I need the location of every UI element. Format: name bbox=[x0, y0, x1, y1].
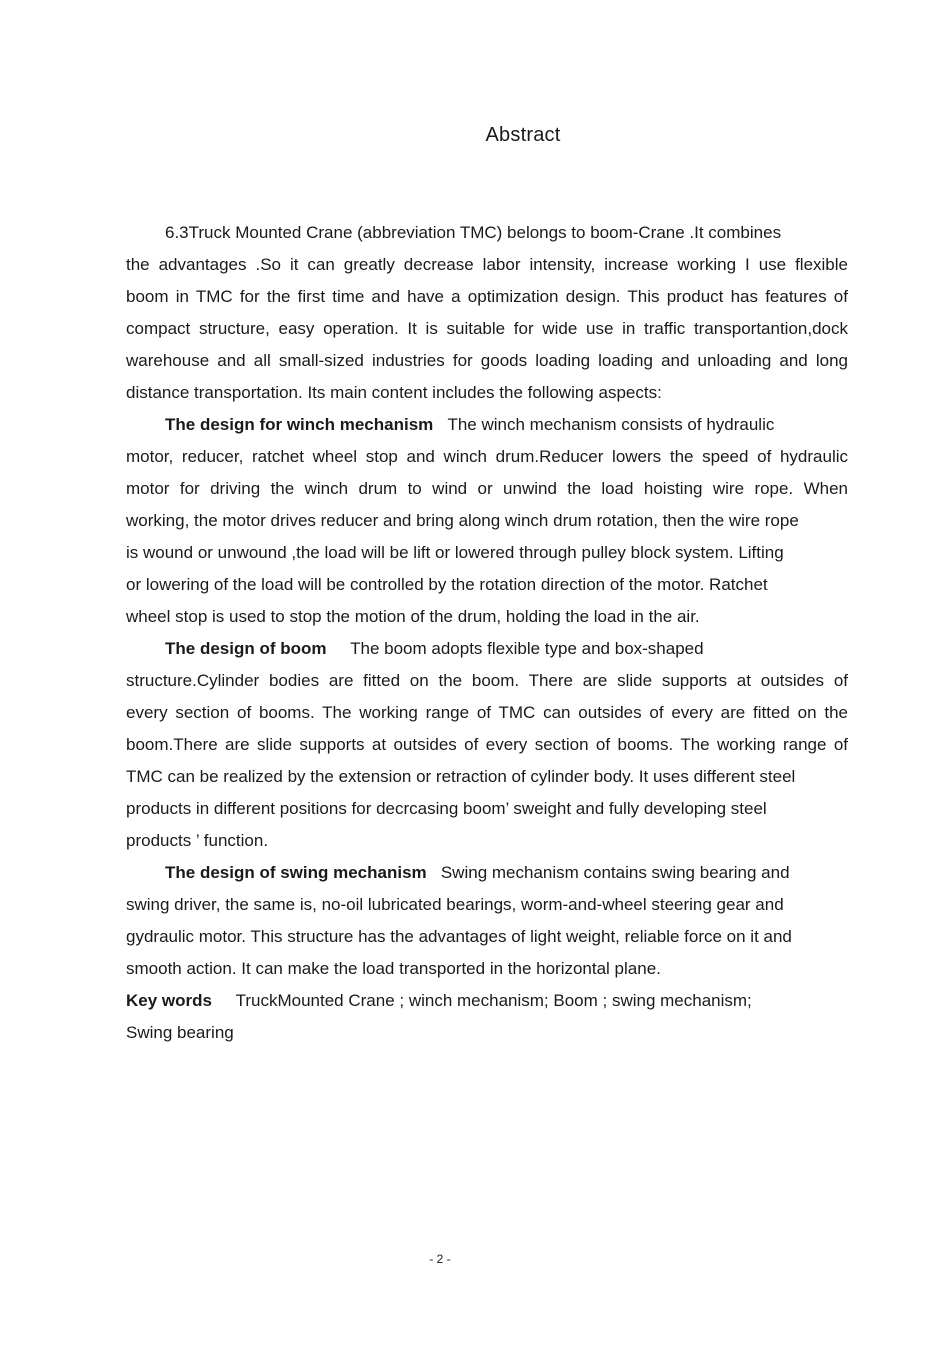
keywords-line-2: Swing bearing bbox=[126, 1023, 234, 1042]
paragraph-line: boom in TMC for the first time and have a optimization design. This product has features of bbox=[126, 287, 848, 306]
paragraph-line: or lowering of the load will be controlled by the rotation direction of the motor. Ratchet bbox=[126, 575, 768, 594]
paragraph-line: 6.3Truck Mounted Crane (abbreviation TMC) belongs to boom-Crane .It combines bbox=[165, 223, 782, 242]
swing-first-text: Swing mechanism contains swing bearing and bbox=[440, 863, 790, 882]
paragraph-line: is wound or unwound ,the load will be lift or lowered through pulley block system. Lifting bbox=[126, 543, 784, 562]
paragraph-line: gydraulic motor. This structure has the advantages of light weight, reliable force on it and bbox=[126, 927, 792, 946]
swing-first-line bbox=[165, 862, 848, 884]
paragraph-line: smooth action. It can make the load transported in the horizontal plane. bbox=[126, 959, 661, 978]
winch-heading: The design for winch mechanism bbox=[165, 415, 434, 434]
paragraph-line: wheel stop is used to stop the motion of the drum, holding the load in the air. bbox=[126, 607, 700, 626]
paragraph-line: every section of booms. The working range of TMC can outsides of every are fitted on the bbox=[126, 703, 848, 722]
keywords-label: Key words bbox=[126, 991, 212, 1010]
paragraph-line: the advantages .So it can greatly decrease labor intensity, increase working I use flexible bbox=[126, 255, 848, 274]
page-title: Abstract bbox=[485, 124, 561, 146]
paragraph-line: distance transportation. Its main content includes the following aspects: bbox=[126, 383, 662, 402]
paragraph-line: motor for driving the winch drum to wind or unwind the load hoisting wire rope. When bbox=[126, 479, 848, 498]
keywords-line bbox=[126, 990, 848, 1012]
paragraph-line: working, the motor drives reducer and bring along winch drum rotation, then the wire rope bbox=[126, 511, 799, 530]
paragraph-line: swing driver, the same is, no-oil lubricated bearings, worm-and-wheel steering gear and bbox=[126, 895, 784, 914]
paragraph-line: compact structure, easy operation. It is suitable for wide use in traffic transportantion,dock bbox=[126, 319, 848, 338]
boom-heading: The design of boom bbox=[165, 639, 327, 658]
keywords-text: TruckMounted Crane ; winch mechanism; Boom ; swing mechanism; bbox=[235, 991, 752, 1010]
paragraph-line: warehouse and all small-sized industries for goods loading loading and unloading and long bbox=[126, 351, 848, 370]
paragraph-line: products ’ function. bbox=[126, 831, 269, 850]
winch-first-text: The winch mechanism consists of hydraulic bbox=[447, 415, 775, 434]
boom-first-line bbox=[165, 638, 848, 660]
boom-first-text: The boom adopts flexible type and box-shaped bbox=[350, 639, 704, 658]
paragraph-line: products in different positions for decrcasing boom’ sweight and fully developing steel bbox=[126, 799, 767, 818]
paragraph-line: TMC can be realized by the extension or retraction of cylinder body. It uses different steel bbox=[126, 767, 796, 786]
winch-first-line bbox=[165, 414, 848, 436]
paragraph-line: boom.There are slide supports at outsides of every section of booms. The working range of bbox=[126, 735, 848, 754]
swing-heading: The design of swing mechanism bbox=[165, 863, 427, 882]
page-number: - 2 - bbox=[429, 1252, 451, 1266]
paragraph-line: structure.Cylinder bodies are fitted on the boom. There are slide supports at outsides of bbox=[126, 671, 848, 690]
paragraph-line: motor, reducer, ratchet wheel stop and winch drum.Reducer lowers the speed of hydraulic bbox=[126, 447, 848, 466]
